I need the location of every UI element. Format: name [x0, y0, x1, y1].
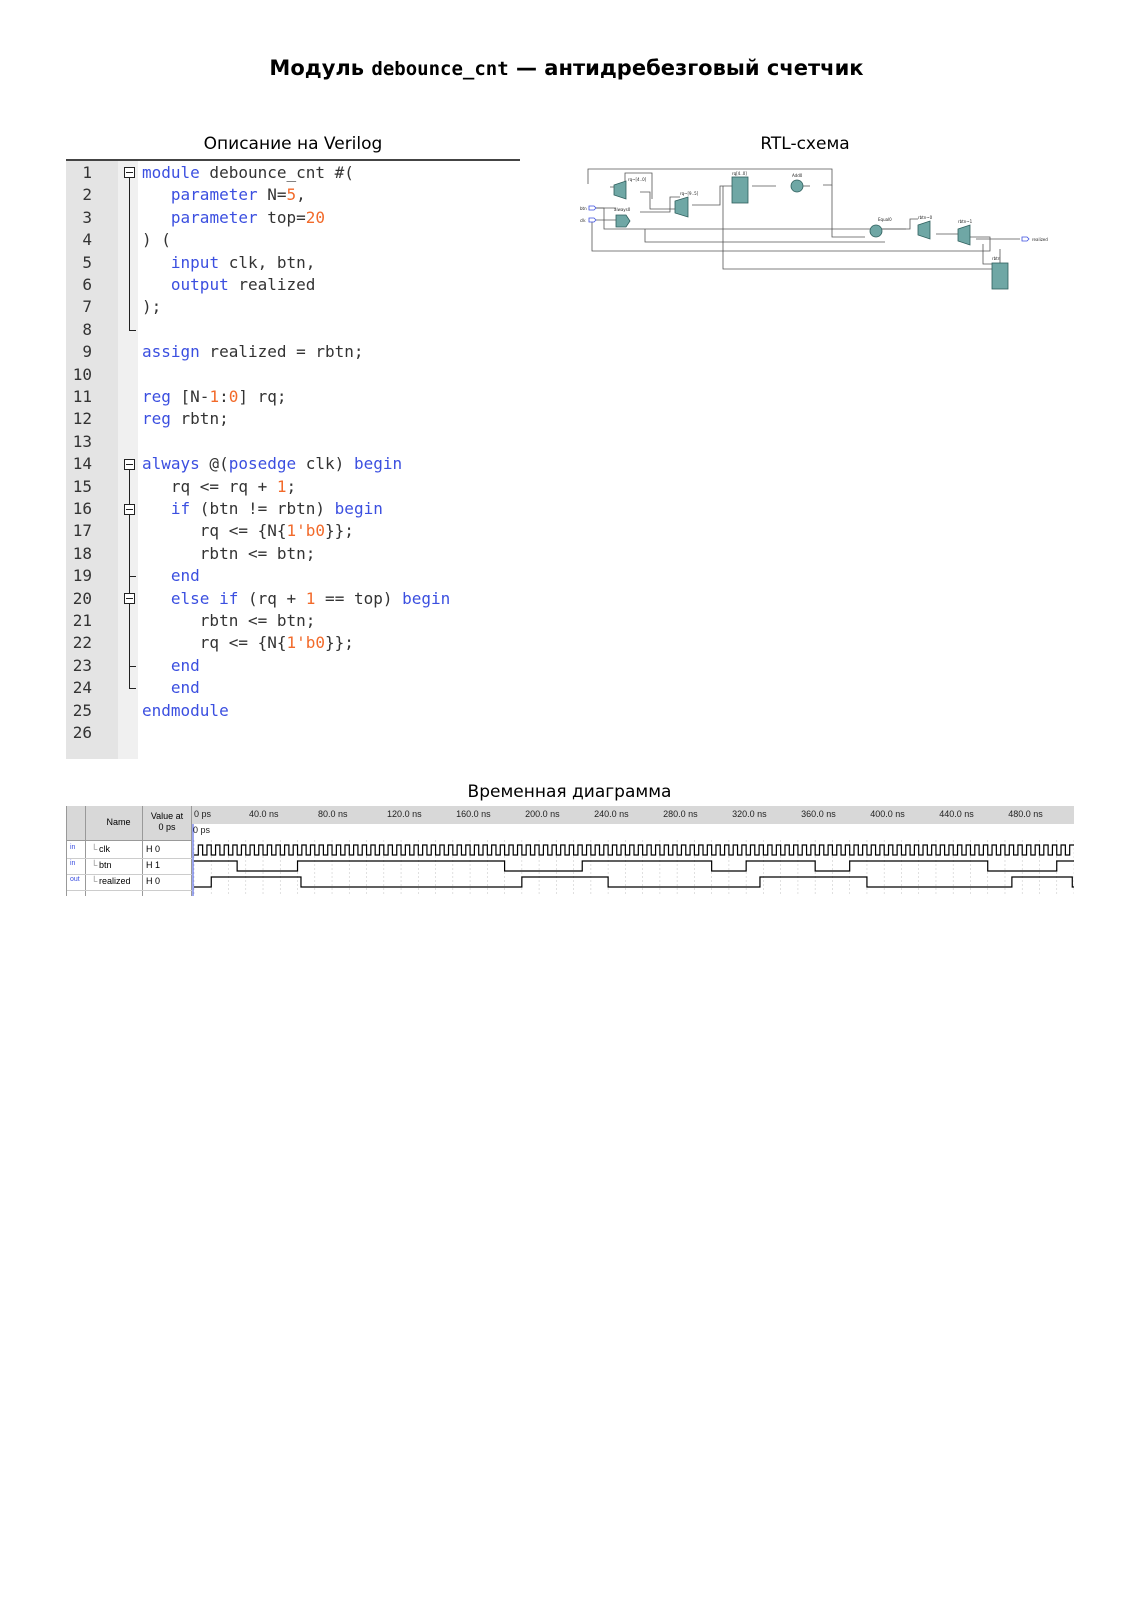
code-line	[66, 273, 520, 296]
timescale-label: 200.0 ns	[525, 809, 560, 819]
btn-port-icon	[589, 206, 596, 210]
code-text: end	[170, 566, 200, 586]
clk-waveform	[194, 845, 1074, 855]
code-line	[66, 385, 520, 408]
code-line	[66, 295, 520, 318]
code-text: always @(posedge clk) begin	[142, 454, 403, 474]
rtl-label-rqmux: rq~[4..0]	[628, 177, 647, 182]
code-line	[66, 206, 520, 229]
code-line	[66, 609, 520, 632]
realized-waveform	[194, 877, 1074, 887]
code-text: module debounce_cnt #(	[142, 163, 354, 182]
line-number: 25	[72, 700, 92, 720]
rtl-schematic	[580, 159, 1065, 299]
timescale-label: 280.0 ns	[663, 809, 698, 819]
signal-name: btn	[99, 860, 112, 870]
code-text: parameter N=5,	[170, 185, 306, 205]
tree-connector-icon: └	[91, 844, 98, 854]
code-text: rq <= {N{1'b0}};	[142, 633, 354, 653]
line-number: 21	[72, 611, 92, 630]
line-number: 22	[72, 633, 92, 653]
code-line	[66, 721, 520, 744]
code-text: input clk, btn,	[170, 252, 316, 272]
code-text: endmodule	[142, 700, 229, 720]
line-number: 2	[82, 185, 92, 205]
line-number: 14	[72, 454, 92, 474]
line-number: 18	[72, 543, 92, 563]
line-number: 8	[82, 319, 92, 339]
rbtn-mux1-shape	[958, 225, 970, 245]
rtl-label-equal0: Equal0	[878, 217, 892, 222]
waveform-image	[66, 806, 1074, 896]
rtl-label-rbtn: rbtn	[992, 256, 1001, 261]
code-caption: Описание на Verilog	[203, 134, 383, 154]
signal-row[interactable]	[67, 858, 192, 875]
timescale-label: 360.0 ns	[801, 809, 836, 819]
line-number: 20	[72, 588, 92, 608]
rtl-label-always0: always0	[614, 207, 631, 212]
line-number: 7	[82, 297, 92, 317]
timescale-label: 0 ps	[194, 809, 212, 819]
code-text: rq <= rq + 1;	[142, 476, 297, 496]
code-line	[66, 475, 520, 498]
signal-value: H 0	[146, 876, 161, 886]
add0-shape	[791, 180, 803, 192]
line-number: 4	[82, 230, 92, 250]
value-time-header: 0 ps	[158, 822, 176, 832]
line-number: 15	[72, 476, 92, 496]
code-text: assign realized = rbtn;	[142, 342, 364, 362]
code-text: output realized	[170, 275, 316, 294]
code-line	[66, 363, 520, 386]
line-number: 1	[82, 163, 92, 182]
signal-row[interactable]	[67, 842, 192, 859]
rtl-label-add0: Add0	[792, 173, 803, 178]
out-icon: out	[70, 876, 80, 883]
rbtn-register-shape	[992, 263, 1008, 289]
line-number: 5	[82, 252, 92, 272]
line-number: 11	[72, 387, 92, 406]
title-suffix: — антидребезговый счетчик	[515, 56, 864, 80]
timescale-label: 400.0 ns	[870, 809, 905, 819]
timescale-label: 40.0 ns	[249, 809, 279, 819]
rtl-label-rbtn1: rbtn~1	[958, 219, 973, 224]
rtl-label-rqmux2: rq~[9..5]	[680, 191, 699, 196]
timescale-label: 80.0 ns	[318, 809, 348, 819]
timescale-label: 480.0 ns	[1008, 809, 1043, 819]
rtl-label-clk: clk	[580, 218, 586, 223]
fold-line	[129, 470, 130, 688]
signal-row[interactable]	[67, 874, 192, 891]
timescale-label: 440.0 ns	[939, 809, 974, 819]
line-number: 23	[72, 655, 92, 675]
realized-port-icon	[1022, 237, 1029, 241]
code-line	[66, 407, 520, 430]
code-line	[66, 183, 520, 206]
rtl-label-btn: btn	[580, 206, 587, 211]
code-line	[66, 251, 520, 274]
rtl-label-rq-reg: rq[4..0]	[732, 171, 747, 176]
code-text: end	[170, 655, 200, 675]
line-number: 9	[82, 342, 92, 362]
line-number: 24	[72, 678, 92, 698]
btn-waveform	[194, 861, 1074, 871]
verilog-code-image	[66, 159, 520, 759]
code-line	[66, 430, 520, 453]
page-title	[0, 56, 1133, 80]
code-text: end	[170, 678, 200, 698]
line-number: 16	[72, 499, 92, 518]
rq-register-shape	[732, 177, 748, 203]
code-text: if (btn != rbtn) begin	[170, 499, 383, 518]
line-number: 10	[72, 364, 92, 384]
signal-name: realized	[99, 876, 131, 886]
timescale-label: 240.0 ns	[594, 809, 629, 819]
timing-caption: Временная диаграмма	[467, 782, 672, 802]
line-number: 13	[72, 431, 92, 451]
cursor-time-label: 0 ps	[193, 825, 211, 835]
line-number: 12	[72, 409, 92, 429]
value-column-header: Value at	[150, 811, 184, 821]
line-number: 17	[72, 521, 92, 541]
code-text: else if (rq + 1 == top) begin	[170, 588, 451, 608]
rtl-caption: RTL-схема	[760, 134, 850, 154]
fold-collapse-icon	[124, 459, 135, 470]
line-number: 3	[82, 207, 92, 227]
code-text: );	[142, 297, 162, 317]
fold-collapse-icon	[124, 504, 135, 515]
fold-end-marker	[129, 666, 136, 667]
code-text: rbtn <= btn;	[142, 611, 316, 630]
name-column-header: Name	[106, 817, 131, 827]
timescale-label: 320.0 ns	[732, 809, 767, 819]
clk-port-icon	[589, 218, 596, 222]
line-number: 26	[72, 723, 92, 742]
equal0-shape	[870, 225, 882, 237]
fold-end-marker	[129, 688, 136, 689]
signal-value: H 1	[146, 860, 161, 870]
signal-name: clk	[99, 844, 110, 854]
waveform-plot	[192, 806, 1074, 896]
in-icon: in	[70, 860, 76, 867]
fold-end-marker	[129, 576, 136, 577]
title-module-name: debounce_cnt	[371, 58, 509, 80]
timescale-label: 120.0 ns	[387, 809, 422, 819]
code-text: rq <= {N{1'b0}};	[142, 521, 354, 541]
code-line	[66, 519, 520, 542]
fold-end-marker	[129, 330, 136, 331]
tree-connector-icon: └	[91, 876, 98, 886]
code-line	[66, 699, 520, 722]
code-line	[66, 340, 520, 363]
code-line	[66, 631, 520, 654]
fold-collapse-icon	[124, 593, 135, 604]
code-line	[66, 228, 520, 251]
signal-value: H 0	[146, 844, 161, 854]
timescale-label: 160.0 ns	[456, 809, 491, 819]
code-text: reg rbtn;	[142, 409, 229, 429]
fold-line	[129, 178, 130, 330]
code-text: ) (	[142, 230, 171, 250]
code-line	[66, 542, 520, 565]
tree-connector-icon: └	[91, 860, 98, 870]
code-text: parameter top=20	[170, 207, 326, 227]
line-number: 6	[82, 275, 92, 294]
rq-mux-shape	[614, 181, 626, 199]
always0-gate-shape	[616, 215, 630, 227]
rtl-label-rbtn0: rbtn~0	[918, 215, 933, 220]
code-text: reg [N-1:0] rq;	[142, 387, 287, 406]
title-prefix: Модуль	[269, 56, 365, 80]
rbtn-mux0-shape	[918, 221, 930, 239]
code-text: rbtn <= btn;	[142, 543, 316, 563]
fold-collapse-icon	[124, 167, 135, 178]
rtl-label-realized: realized	[1032, 237, 1048, 242]
line-number: 19	[72, 566, 92, 586]
rq-mux2-shape	[675, 197, 688, 217]
in-icon: in	[70, 844, 76, 851]
